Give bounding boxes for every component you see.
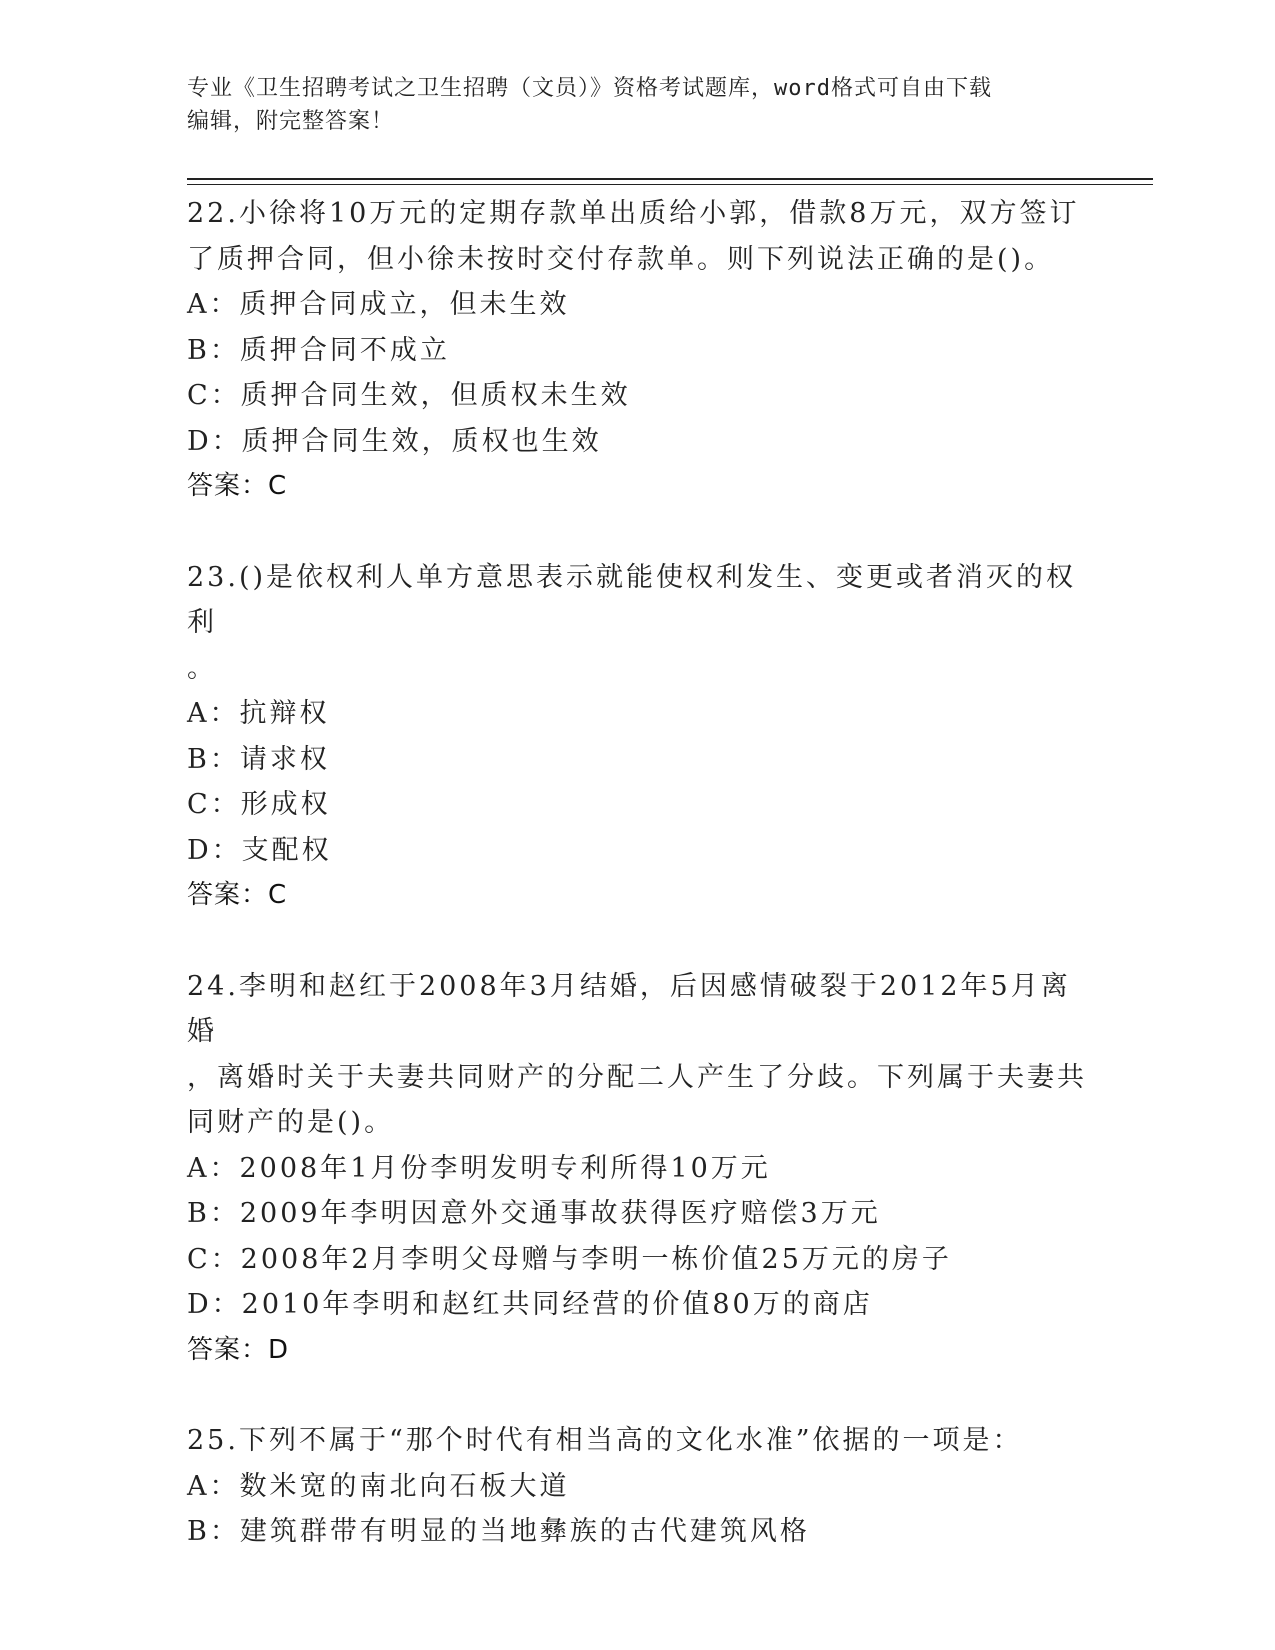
question-24-line-3: 同财产的是()。	[187, 1107, 395, 1138]
question-23-line-2: 。	[187, 652, 217, 684]
spacer	[187, 919, 1087, 964]
question-24-option-b: B：2009年李明因意外交通事故获得医疗赔偿3万元	[187, 1198, 881, 1229]
question-23-option-d: D：支配权	[187, 834, 332, 866]
question-22-option-c: C：质押合同生效，但质权未生效	[187, 380, 631, 411]
header-line-2: 编辑，附完整答案！	[187, 109, 395, 134]
question-list	[187, 191, 1087, 1555]
document-header	[187, 72, 1087, 138]
header-line-1: 专业《卫生招聘考试之卫生招聘（文员）》资格考试题库，word格式可自由下载	[187, 76, 992, 101]
question-25-line-1: 25.下列不属于“那个时代有相当高的文化水准”依据的一项是：	[187, 1425, 1023, 1456]
question-23-option-b: B：请求权	[187, 743, 330, 775]
question-22-answer: 答案：C	[187, 471, 288, 501]
question-25-option-a: A：数米宽的南北向石板大道	[187, 1470, 570, 1502]
question-22-option-b: B：质押合同不成立	[187, 334, 450, 366]
question-22-option-d: D：质押合同生效，质权也生效	[187, 425, 602, 457]
question-23-answer: 答案：C	[187, 880, 288, 910]
question-23-line-1: 23.()是依权利人单方意思表示就能使权利发生、变更或者消灭的权利	[187, 561, 1077, 638]
question-24-answer: 答案：D	[187, 1334, 290, 1365]
question-22	[187, 191, 1087, 510]
question-23-option-c: C：形成权	[187, 789, 331, 820]
question-22-option-a: A：质押合同成立，但未生效	[187, 289, 570, 320]
question-22-line-1: 22.小徐将10万元的定期存款单出质给小郭，借款8万元，双方签订	[187, 198, 1080, 229]
header-divider-thin	[187, 184, 1153, 185]
question-25	[187, 1418, 1087, 1555]
question-24-option-c: C：2008年2月李明父母赠与李明一栋价值25万元的房子	[187, 1243, 952, 1275]
question-25-option-b: B：建筑群带有明显的当地彝族的古代建筑风格	[187, 1516, 810, 1547]
header-divider-thick	[187, 178, 1153, 180]
question-23	[187, 555, 1087, 919]
question-24-option-a: A：2008年1月份李明发明专利所得10万元	[187, 1152, 771, 1184]
spacer	[187, 1373, 1087, 1418]
question-24	[187, 964, 1087, 1374]
question-24-line-2: ，离婚时关于夫妻共同财产的分配二人产生了分歧。下列属于夫妻共	[187, 1061, 1087, 1093]
question-24-line-1: 24.李明和赵红于2008年3月结婚，后因感情破裂于2012年5月离婚	[187, 970, 1071, 1047]
question-23-option-a: A：抗辩权	[187, 698, 330, 729]
question-22-line-2: 了质押合同，但小徐未按时交付存款单。则下列说法正确的是()。	[187, 243, 1055, 275]
spacer	[187, 510, 1087, 555]
question-24-option-d: D：2010年李明和赵红共同经营的价值80万的商店	[187, 1289, 873, 1320]
